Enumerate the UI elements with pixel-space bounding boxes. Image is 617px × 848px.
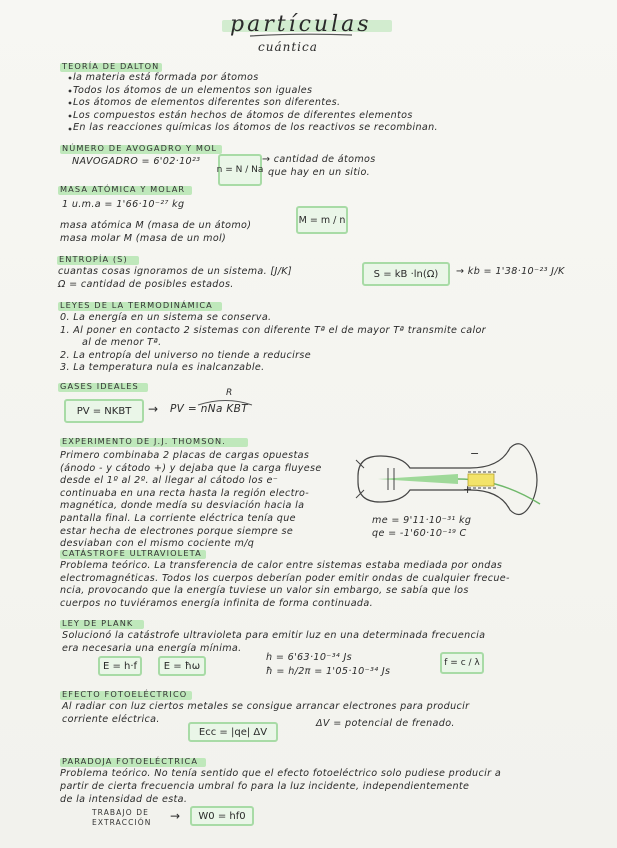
list-item: Los compuestos están hechos de átomos de diferentes elementos <box>73 109 413 121</box>
page-subtitle: cuántica <box>258 40 318 54</box>
avogadro-note-b: que hay en un sitio. <box>268 167 371 178</box>
entropia-heading: ENTROPÍA (S) <box>59 254 128 264</box>
list-item: Los átomos de elementos diferentes son diferentes. <box>73 97 341 109</box>
reduced-planck-constant: ħ = h/2π = 1'05·10⁻³⁴ Js <box>266 666 391 677</box>
paradoja-heading: PARADOJA FOTOELÉCTRICA <box>62 756 199 766</box>
text-line: cuerpos no tuviéramos energía infinita de forma continuada. <box>60 597 373 609</box>
boltzmann-constant: → kb = 1'38·10⁻²³ J/K <box>456 266 565 277</box>
planck-line-2: era necesaria una energía mínima. <box>62 643 242 654</box>
trabajo-formula-box <box>190 806 254 826</box>
text-line: pantalla final. La corriente eléctrica tenía que <box>60 512 296 524</box>
electron-charge: qe = -1'60·10⁻¹⁹ C <box>372 528 467 539</box>
uma-value: 1 u.m.a = 1'66·10⁻²⁷ kg <box>62 199 185 210</box>
planck-heading: LEY DE PLANK <box>62 618 134 628</box>
page-title: partículas <box>230 12 372 37</box>
list-item: la materia está formada por átomos <box>73 72 259 83</box>
dalton-list <box>73 72 438 135</box>
planck-constant: h = 6'63·10⁻³⁴ Js <box>266 652 353 663</box>
frequency-formula-box <box>440 652 484 674</box>
foto-line-2: corriente eléctrica. <box>62 714 160 725</box>
gases-heading: GASES IDEALES <box>60 381 139 391</box>
dalton-heading: TEORÍA DE DALTON <box>62 61 160 71</box>
text-line: desde el 1º al 2º. al llegar al cátodo los e⁻ <box>60 475 279 487</box>
list-item: 3. La temperatura nula es inalcanzable. <box>60 362 265 374</box>
text-line: estar hecha de electrones porque siempre se <box>60 525 294 537</box>
avogadro-number: NAVOGADRO = 6'02·10²³ <box>72 156 201 167</box>
text-line: (ánodo - y cátodo +) y dejaba que la carga fluyese <box>60 462 322 474</box>
electron-mass: me = 9'11·10⁻³¹ kg <box>372 515 472 526</box>
list-item: 0. La energía en un sistema se conserva. <box>60 312 272 323</box>
masa-formula-box <box>296 206 348 234</box>
plate-plus-label: + <box>463 483 473 496</box>
avogadro-note-a: → cantidad de átomos <box>262 154 376 165</box>
paradoja-line-2: partir de cierta frecuencia umbral fo para la luz incidente, independientemente <box>60 781 470 792</box>
trabajo-formula: W0 = hf0 <box>198 810 246 822</box>
text-line: Problema teórico. La transferencia de calor entre sistemas estaba mediada por ondas <box>60 560 503 571</box>
paradoja-line-3: de la intensidad de esta. <box>60 794 188 805</box>
text-line: electromagnéticas. Todos los cuerpos deberían poder emitir ondas de cualquier frecue- <box>60 572 510 584</box>
text-line: desviaban con el mismo cociente m/q <box>60 538 255 550</box>
thomson-heading: EXPERIMENTO DE J.J. THOMSON. <box>62 436 226 446</box>
list-item: al de menor Tª. <box>82 337 162 349</box>
entropia-line-2: Ω = cantidad de posibles estados. <box>58 279 234 290</box>
list-item: Todos los átomos de un elementos son iguales <box>73 84 313 96</box>
list-item: 1. Al poner en contacto 2 sistemas con diferente Tª el de mayor Tª transmite calor <box>60 324 486 336</box>
gases-formula-1: PV = NKBT <box>76 405 132 417</box>
trabajo-label-1: TRABAJO DE <box>92 808 149 817</box>
trabajo-arrow: → <box>170 809 181 823</box>
entropia-line-1: cuantas cosas ignoramos de un sistema. [J/K] <box>58 266 293 277</box>
masa-heading: MASA ATÓMICA Y MOLAR <box>60 184 186 194</box>
list-item: 2. La entropía del universo no tiende a reducirse <box>60 349 312 361</box>
potencial-frenado: ΔV = potencial de frenado. <box>316 718 455 729</box>
planck-formula-2-box <box>158 656 206 676</box>
paradoja-line-1: Problema teórico. No tenía sentido que el efecto fotoeléctrico solo pudiese producir a <box>60 768 502 779</box>
gases-r-label: R <box>226 388 233 398</box>
thomson-text <box>60 450 322 551</box>
frequency-formula: f = c / λ <box>444 658 480 668</box>
gases-formula-2: PV = nNa KBT <box>170 403 248 415</box>
list-item: En las reacciones químicas los átomos de los reactivos se recombinan. <box>73 122 438 134</box>
text-line: magnética, donde medía su desviación hacia la <box>60 500 305 512</box>
foto-heading: EFECTO FOTOELÉCTRICO <box>62 689 188 699</box>
gases-brace <box>196 394 256 408</box>
entropia-formula: S = kB ·ln(Ω) <box>373 268 439 280</box>
planck-formula-1-box <box>98 656 142 676</box>
trabajo-label-2: EXTRACCIÓN <box>92 818 152 827</box>
foto-line-1: Al radiar con luz ciertos metales se consigue arrancar electrones para producir <box>62 701 470 712</box>
text-line: ncia, provocando que la energía tuviese un valor sin embargo, se sabía que los <box>60 585 469 597</box>
plate-minus-label: − <box>470 447 480 460</box>
planck-formula-1: E = h·f <box>102 660 138 672</box>
planck-formula-2: E = ħω <box>163 660 201 672</box>
masa-atomica: masa atómica M (masa de un átomo) <box>60 220 252 231</box>
termo-heading: LEYES DE LA TERMODINÁMICA <box>60 300 213 310</box>
masa-formula: M = m / n <box>298 214 346 226</box>
mol-formula-box <box>218 154 262 186</box>
title-underline <box>0 0 617 60</box>
gases-arrow: → <box>148 402 159 416</box>
masa-molar: masa molar M (masa de un mol) <box>60 233 227 244</box>
planck-line-1: Solucionó la catástrofe ultravioleta para emitir luz en una determinada frecuencia <box>62 630 486 641</box>
catastrofe-text <box>60 560 510 610</box>
foto-formula: Ecc = |qe| ΔV <box>198 726 268 738</box>
dalton-bullets <box>62 72 82 142</box>
termo-list <box>60 312 486 375</box>
mol-formula: n = N / Na <box>216 165 264 175</box>
text-line: continuaba en una recta hasta la región electro- <box>60 487 310 499</box>
text-line: Primero combinaba 2 placas de cargas opuestas <box>60 450 310 461</box>
gases-formula-1-box <box>64 399 144 423</box>
avogadro-heading: NÚMERO DE AVOGADRO Y MOL <box>62 143 218 153</box>
catastrofe-heading: CATÁSTROFE ULTRAVIOLETA <box>62 548 202 558</box>
entropia-formula-box <box>362 262 450 286</box>
foto-formula-box <box>188 722 278 742</box>
